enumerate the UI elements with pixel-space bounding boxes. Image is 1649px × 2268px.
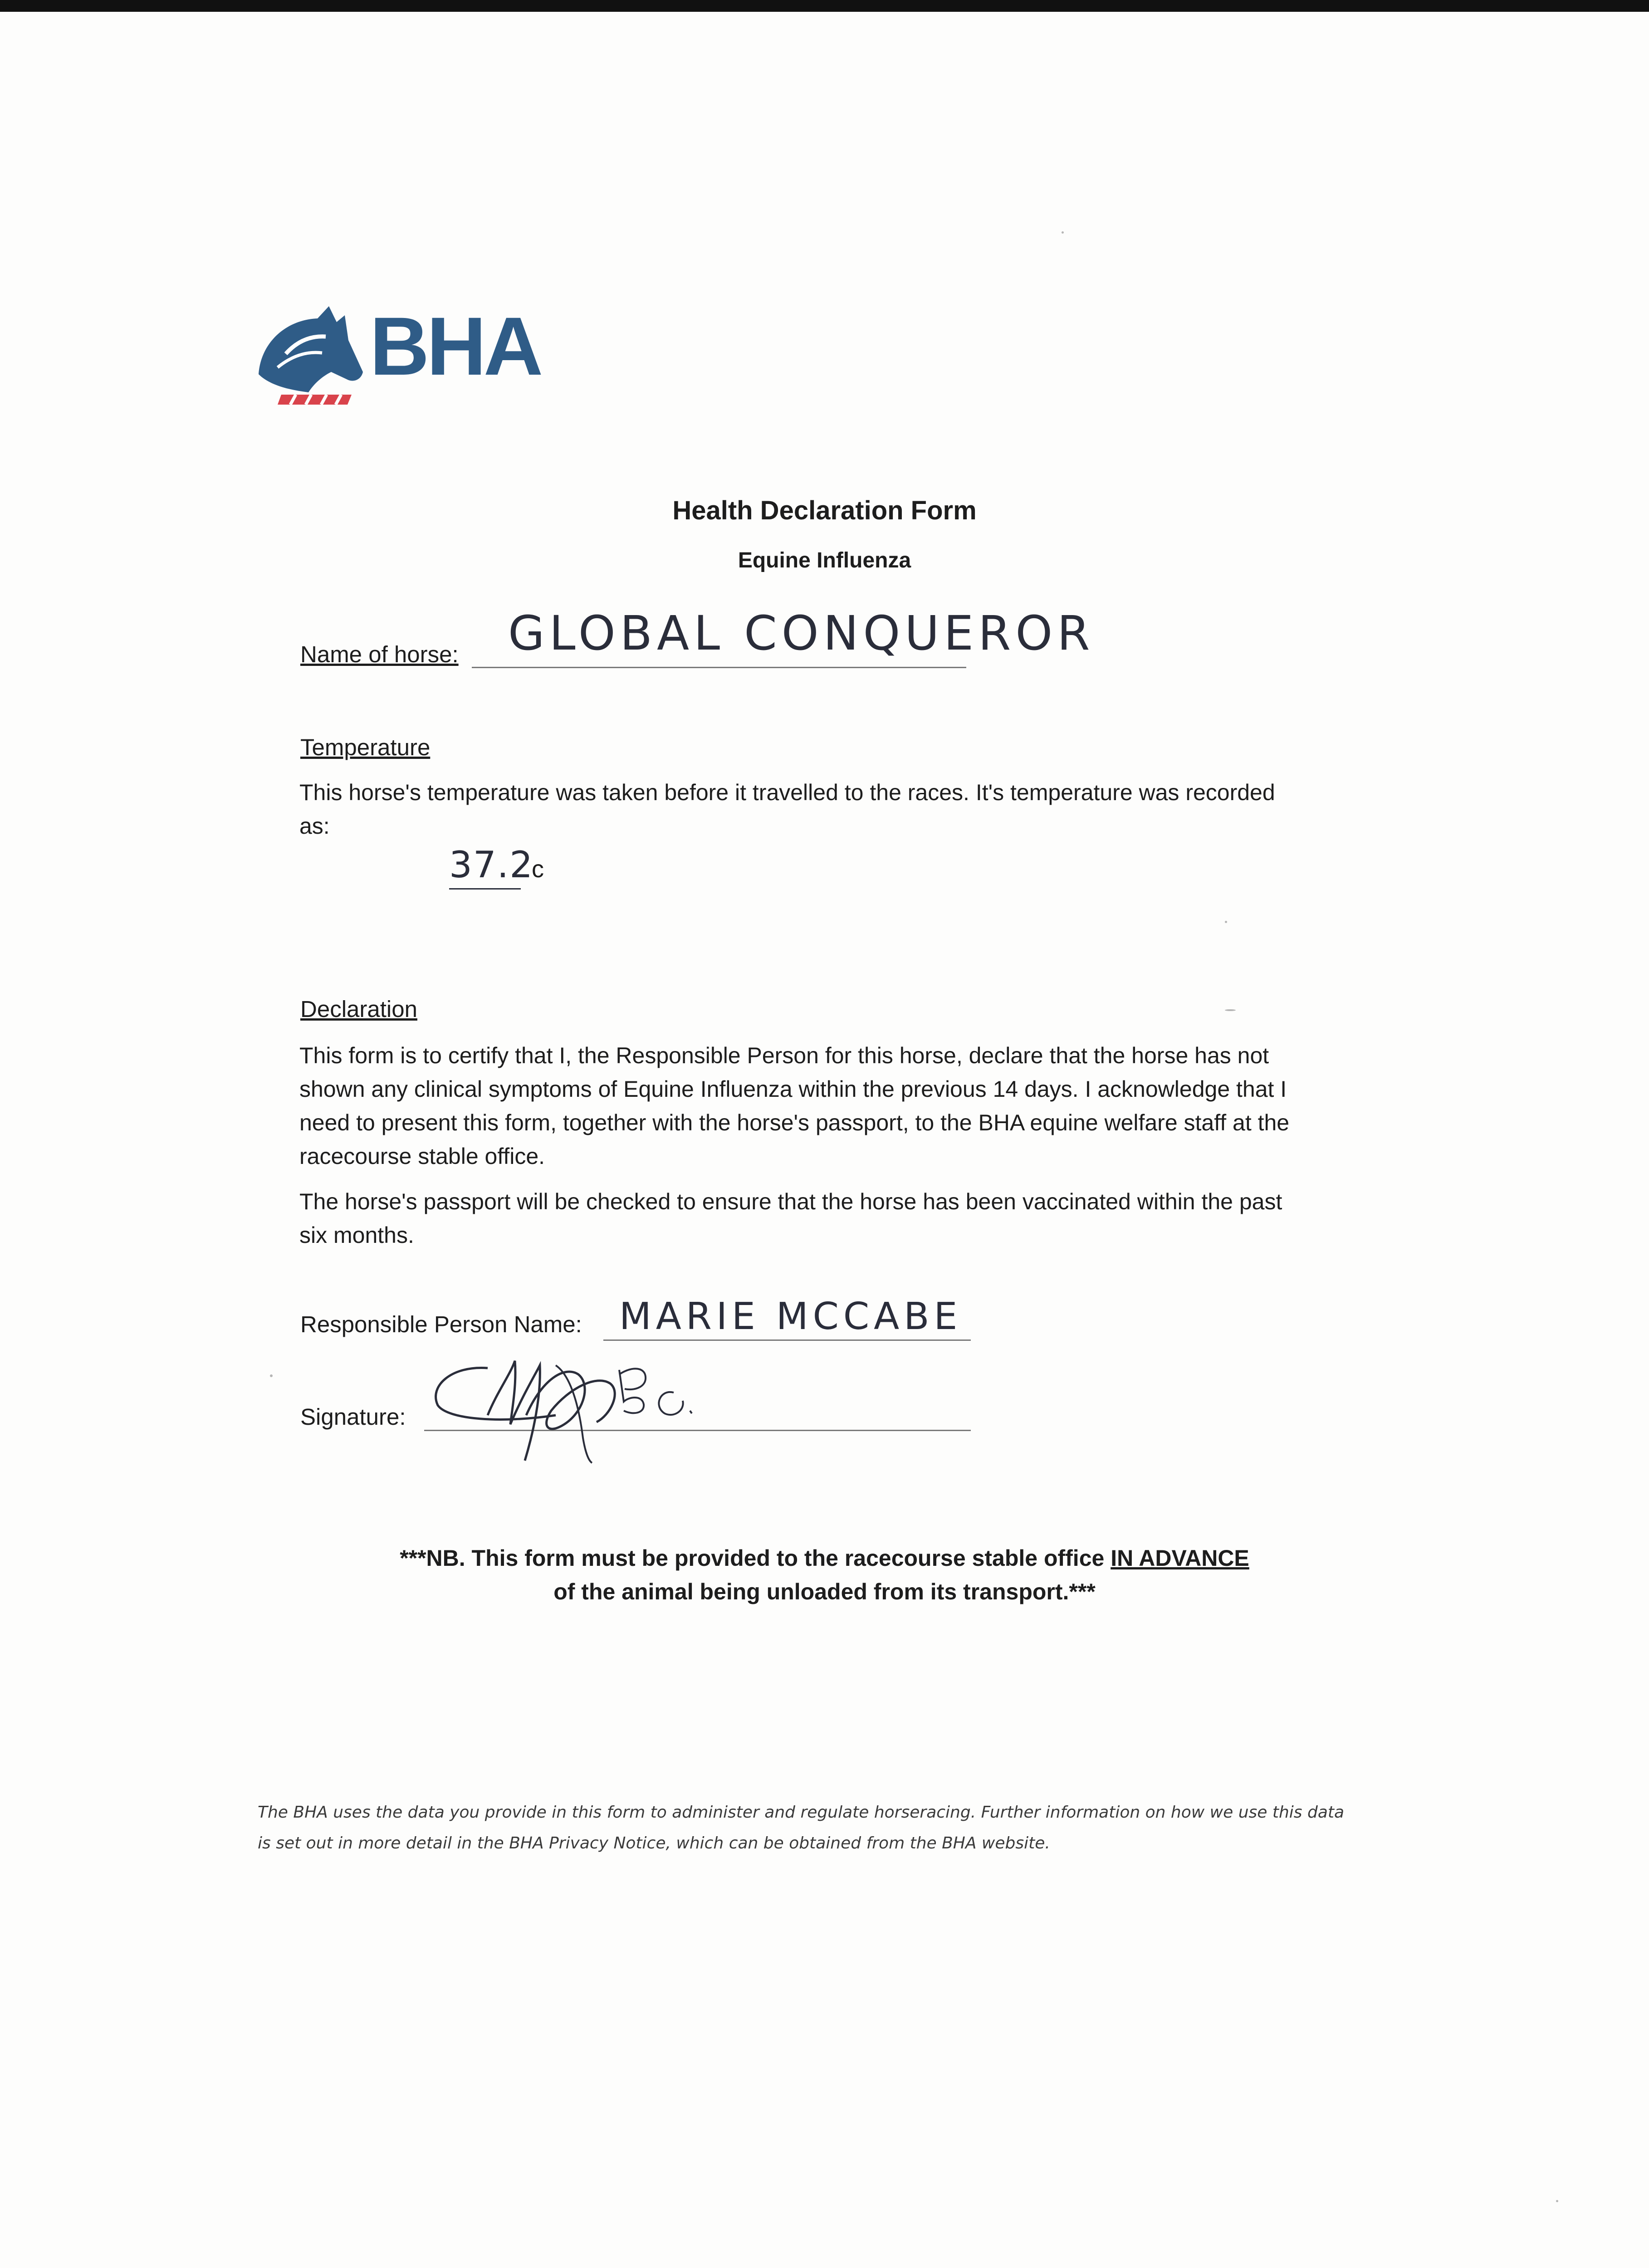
declaration-heading: Declaration (300, 996, 417, 1022)
responsible-person-line (603, 1339, 971, 1341)
responsible-person-value[interactable]: MARIE MCCABE (619, 1295, 962, 1338)
temperature-value[interactable]: 37.2 (449, 844, 534, 886)
signature-label: Signature: (300, 1404, 406, 1430)
form-title: Health Declaration Form (672, 496, 977, 525)
temperature-unit: c (532, 855, 544, 883)
scan-edge (0, 0, 1649, 12)
signature-mark[interactable] (420, 1347, 746, 1465)
scan-speck (270, 1374, 273, 1377)
scan-speck (1225, 921, 1227, 923)
privacy-notice: The BHA uses the data you provide in this form to administer and regulate horseracing. Further information on how we use this data is set out in more detail in the BHA Privacy Notice, which can be obtained from the BHA website. (258, 1803, 1345, 1853)
horse-name-label: Name of horse: (300, 641, 459, 667)
logo-wordmark: BHA (370, 300, 541, 392)
horse-head-icon (254, 299, 367, 408)
form-subtitle: Equine Influenza (738, 548, 911, 572)
horse-name-line (472, 667, 966, 668)
advance-notice-suffix: of the animal being unloaded from its transport.*** (553, 1579, 1096, 1604)
scan-speck (1062, 231, 1064, 234)
horse-name-value[interactable]: GLOBAL CONQUEROR (508, 606, 1095, 661)
advance-notice-prefix: ***NB. This form must be provided to the racecourse stable office (400, 1545, 1111, 1571)
declaration-paragraph-1: This form is to certify that I, the Responsible Person for this horse, declare that the horse has not shown any clinical symptoms of Equine Influenza within the previous 14 days. I acknowledge that I need to present this form, together with the horse's passport, to the BHA equine welfare staff at the racecourse stable office. (299, 1043, 1290, 1169)
temperature-value-underline (449, 888, 521, 890)
scan-speck (1225, 1009, 1236, 1011)
responsible-person-label: Responsible Person Name: (300, 1311, 582, 1337)
scan-speck (1556, 2200, 1558, 2202)
advance-notice (0, 1541, 1649, 1608)
temperature-heading: Temperature (300, 734, 431, 760)
declaration-paragraph-2: The horse's passport will be checked to ensure that the horse has been vaccinated within the past six months. (299, 1189, 1282, 1248)
temperature-text: This horse's temperature was taken before it travelled to the races. It's temperature was recorded as: (299, 780, 1275, 839)
bha-logo (254, 299, 540, 408)
advance-notice-emphasis: IN ADVANCE (1111, 1545, 1249, 1571)
